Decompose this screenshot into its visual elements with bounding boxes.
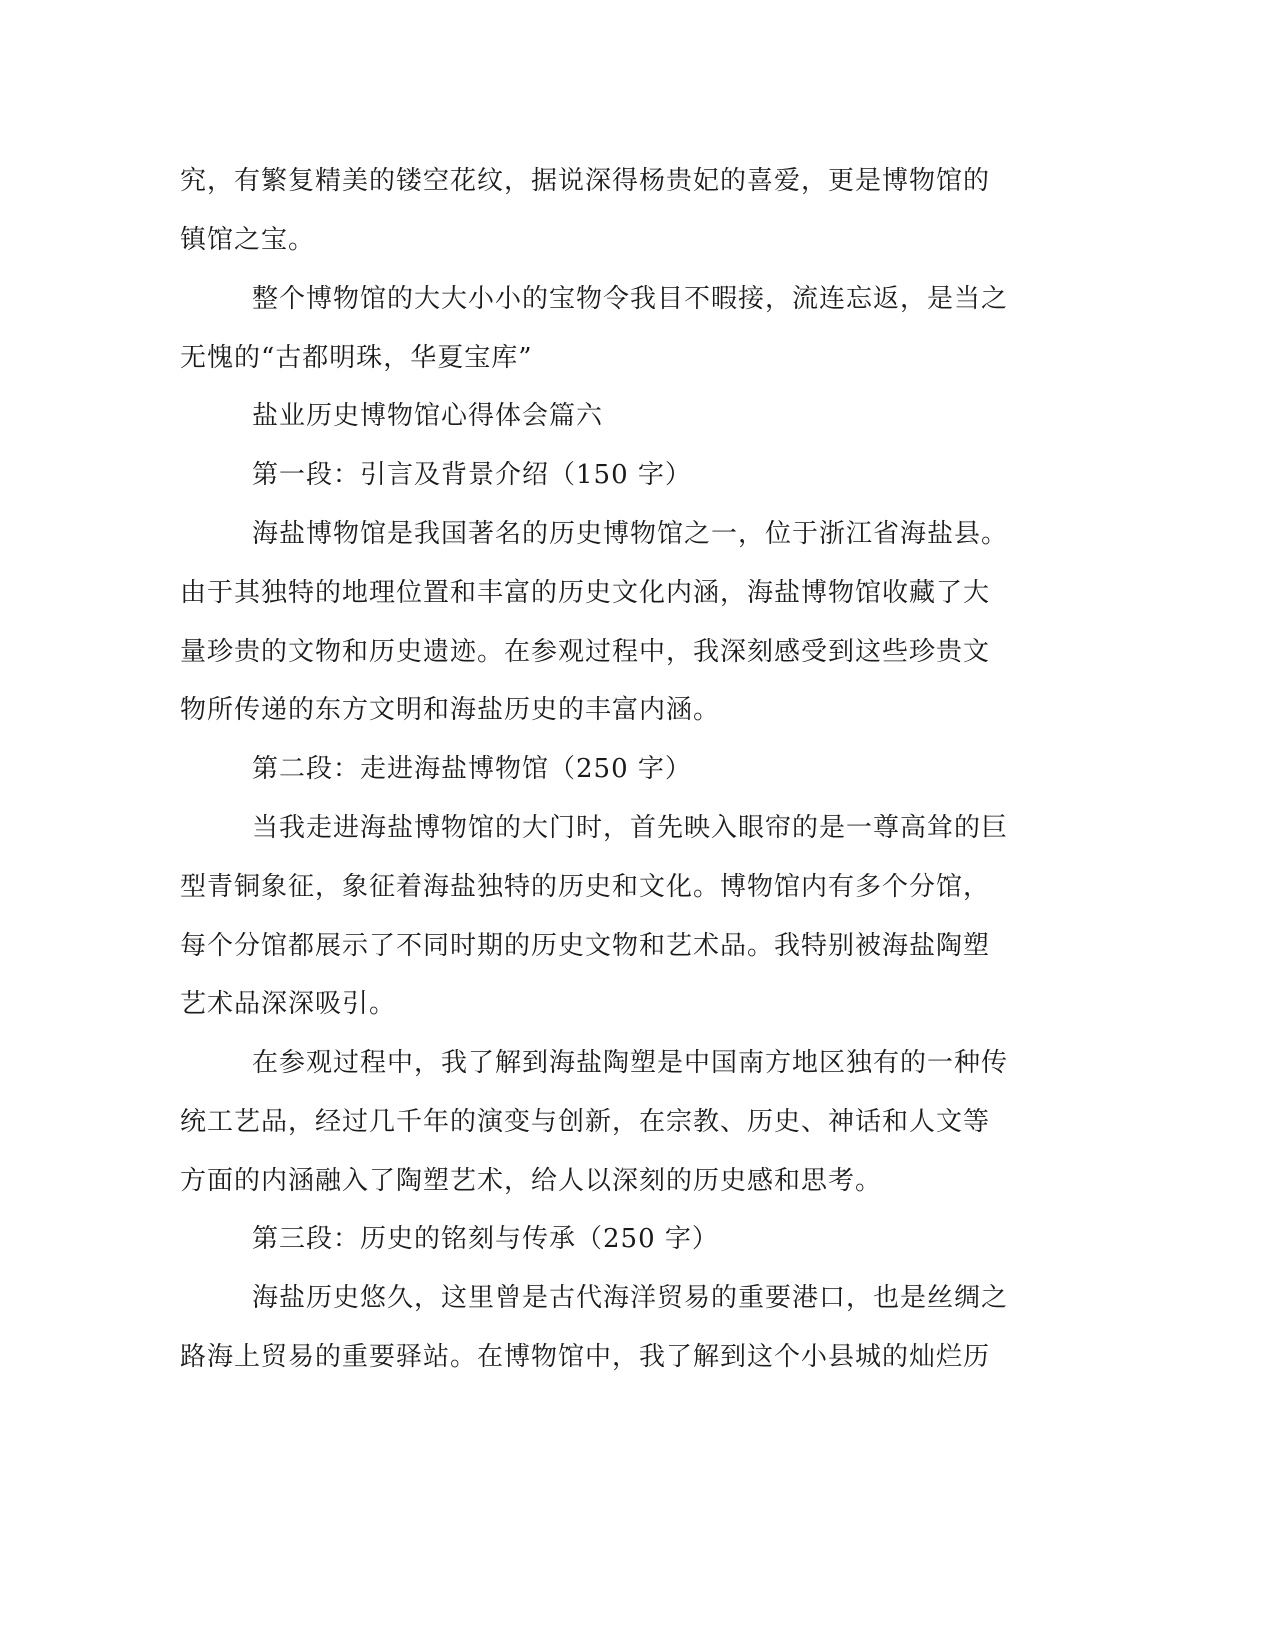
text-line: 物所传递的东方文明和海盐历史的丰富内涵。 <box>180 695 721 725</box>
text-line: 方面的内涵融入了陶塑艺术，给人以深刻的历史感和思考。 <box>180 1166 883 1196</box>
text-line: 每个分馆都展示了不同时期的历史文物和艺术品。我特别被海盐陶塑 <box>180 931 991 961</box>
text-line: 镇馆之宝。 <box>180 225 316 255</box>
text-line: 量珍贵的文物和历史遗迹。在参观过程中，我深刻感受到这些珍贵文 <box>180 637 991 667</box>
text-line: 型青铜象征，象征着海盐独特的历史和文化。博物馆内有多个分馆， <box>180 872 991 902</box>
section-title: 盐业历史博物馆心得体会篇六 <box>252 401 604 431</box>
text-line: 究，有繁复精美的镂空花纹，据说深得杨贵妃的喜爱，更是博物馆的 <box>180 166 991 196</box>
paragraph-first-line: 整个博物馆的大大小小的宝物令我目不暇接，流连忘返，是当之 <box>252 284 1009 314</box>
paragraph-first-line: 当我走进海盐博物馆的大门时，首先映入眼帘的是一尊高耸的巨 <box>252 813 1009 843</box>
paragraph-first-line: 在参观过程中，我了解到海盐陶塑是中国南方地区独有的一种传 <box>252 1048 1009 1078</box>
section-heading: 第一段：引言及背景介绍（150 字） <box>252 460 692 490</box>
text-line: 统工艺品，经过几千年的演变与创新，在宗教、历史、神话和人文等 <box>180 1107 991 1137</box>
text-line: 路海上贸易的重要驿站。在博物馆中，我了解到这个小县城的灿烂历 <box>180 1342 991 1372</box>
text-line: 无愧的“古都明珠，华夏宝库” <box>180 343 533 373</box>
paragraph-first-line: 海盐博物馆是我国著名的历史博物馆之一，位于浙江省海盐县。 <box>252 519 1009 549</box>
text-line: 艺术品深深吸引。 <box>180 989 397 1019</box>
section-heading: 第二段：走进海盐博物馆（250 字） <box>252 754 692 784</box>
paragraph-first-line: 海盐历史悠久，这里曾是古代海洋贸易的重要港口，也是丝绸之 <box>252 1283 1009 1313</box>
section-heading: 第三段：历史的铭刻与传承（250 字） <box>252 1224 719 1254</box>
text-line: 由于其独特的地理位置和丰富的历史文化内涵，海盐博物馆收藏了大 <box>180 578 991 608</box>
